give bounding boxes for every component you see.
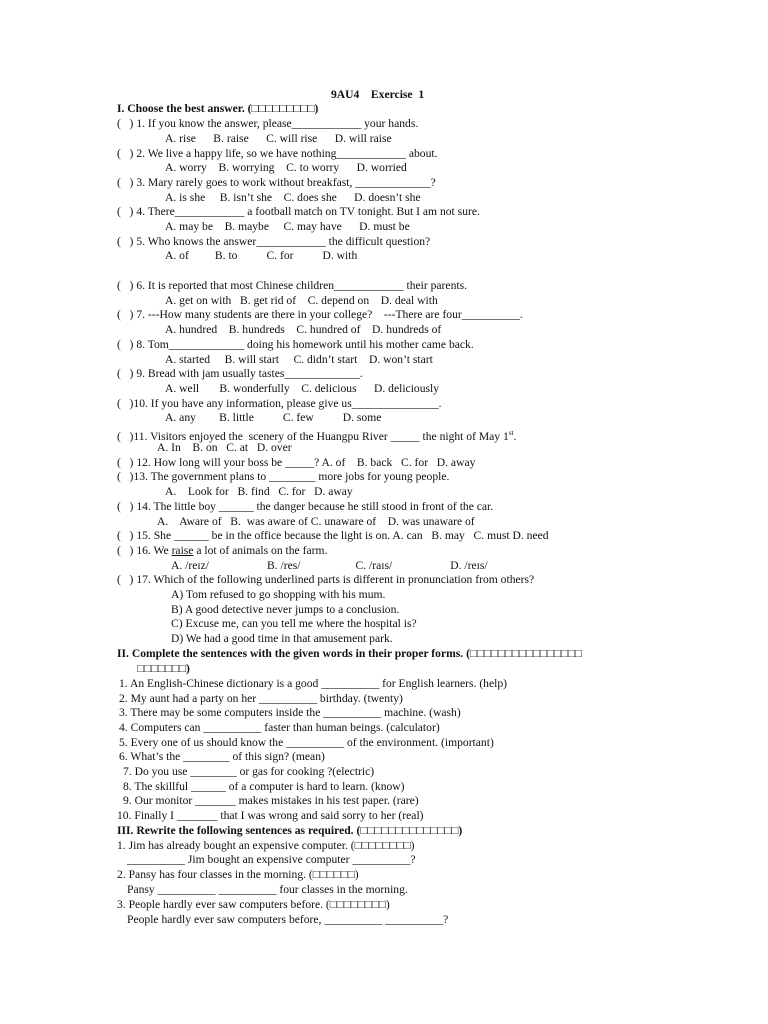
question-line: ( )13. The government plans to ________ more jobs for young people. [117,470,450,483]
options-line: A. /reɪz/ B. /res/ C. /raɪs/ D. /reɪs/ [171,559,488,572]
fill-line: 4. Computers can __________ faster than human beings. (calculator) [119,721,440,734]
rewrite-line: 1. Jim has already bought an expensive computer. (□□□□□□□□) [117,839,415,852]
question-line: ( ) 3. Mary rarely goes to work without breakfast, _____________? [117,176,436,189]
options-line: A. rise B. raise C. will rise D. will raise [165,132,392,145]
fill-line: 7. Do you use ________ or gas for cooking ?(electric) [123,765,375,778]
options-line: C) Excuse me, can you tell me where the hospital is? [171,617,417,630]
question-line: ( ) 6. It is reported that most Chinese children____________ their parents. [117,279,467,292]
question-line: ( ) 9. Bread with jam usually tastes_____________. [117,367,363,380]
question-line-16 [117,544,327,558]
fill-line: 1. An English-Chinese dictionary is a good __________ for English learners. (help) [119,677,507,690]
options-line: A. get on with B. get rid of C. depend on D. deal with [165,294,438,307]
options-line: A. started B. will start C. didn’t start D. won’t start [165,353,433,366]
options-line: A. worry B. worrying C. to worry D. worried [165,161,407,174]
options-line: A. Aware of B. was aware of C. unaware of D. was unaware of [157,515,475,528]
q16-underlined-word: raise [171,544,194,557]
question-line: ( ) 8. Tom_____________ doing his homework until his mother came back. [117,338,474,351]
question-line: ( ) 12. How long will your boss be _____? A. of B. back C. for D. away [117,456,476,469]
question-line: ( ) 5. Who knows the answer____________ the difficult question? [117,235,431,248]
question-line: ( ) 1. If you know the answer, please____________ your hands. [117,117,419,130]
options-line: A. Look for B. find C. for D. away [165,485,353,498]
options-line: A. of B. to C. for D. with [165,249,358,262]
question-line: ( ) 2. We live a happy life, so we have nothing____________ about. [117,147,438,160]
fill-line: 5. Every one of us should know the __________ of the environment. (important) [119,736,494,749]
fill-line: 3. There may be some computers inside the __________ machine. (wash) [119,706,461,719]
options-line: A) Tom refused to go shopping with his mum. [171,588,386,601]
fill-line: 6. What’s the ________ of this sign? (mean) [119,750,325,763]
q11-superscript: st [508,429,514,437]
rewrite-line: 3. People hardly ever saw computers before. (□□□□□□□□) [117,898,390,911]
q11-period: . [513,429,517,443]
question-line: ( ) 14. The little boy ______ the danger because he still stood in front of the car. [117,500,494,513]
rewrite-line: __________ Jim bought an expensive computer __________? [127,853,416,866]
fill-line: 8. The skillful ______ of a computer is hard to learn. (know) [123,780,405,793]
fill-line: 2. My aunt had a party on her __________ birthday. (twenty) [119,692,403,705]
options-line: B) A good detective never jumps to a conclusion. [171,603,400,616]
options-line: A. hundred B. hundreds C. hundred of D. hundreds of [165,323,442,336]
question-line: ( ) 4. There____________ a football match on TV tonight. But I am not sure. [117,205,480,218]
rewrite-line: Pansy __________ __________ four classes in the morning. [127,883,408,896]
question-line: ( ) 15. She ______ be in the office because the light is on. A. can B. may C. must D. need [117,529,549,542]
question-line: ( ) 17. Which of the following underlined parts is different in pronunciation from others? [117,573,535,586]
options-line: A. is she B. isn’t she C. does she D. doesn’t she [165,191,421,204]
q16-text: ( ) 16. We [117,544,172,557]
options-line: A. well B. wonderfully C. delicious D. deliciously [165,382,440,395]
q16-rest: a lot of animals on the farm. [193,544,328,557]
options-line: A. may be B. maybe C. may have D. must be [165,220,410,233]
options-line: A. In B. on C. at D. over [157,441,292,454]
section1-heading: I. Choose the best answer. (□□□□□□□□□) [117,102,319,115]
fill-line: 10. Finally I _______ that I was wrong and said sorry to her (real) [117,809,424,822]
page-title: 9AU4 Exercise 1 [331,88,425,101]
options-line: D) We had a good time in that amusement park. [171,632,393,645]
q11-text: ( )11. Visitors enjoyed the scenery of the Huangpu River _____ the night of May 1 [117,429,509,443]
section2-heading-cont: □□□□□□□) [137,662,190,675]
fill-line: 9. Our monitor _______ makes mistakes in his test paper. (rare) [123,794,419,807]
rewrite-line: 2. Pansy has four classes in the morning. (□□□□□□) [117,868,359,881]
section2-heading: II. Complete the sentences with the given words in their proper forms. (□□□□□□□□□□□□□□□□ [117,647,582,660]
options-line: A. any B. little C. few D. some [165,411,382,424]
question-line: ( ) 7. ---How many students are there in your college? ---There are four__________. [117,308,523,321]
question-line: ( )10. If you have any information, please give us_______________. [117,397,442,410]
rewrite-line: People hardly ever saw computers before, __________ __________? [127,913,449,926]
section3-heading: III. Rewrite the following sentences as required. (□□□□□□□□□□□□□□) [117,824,463,837]
